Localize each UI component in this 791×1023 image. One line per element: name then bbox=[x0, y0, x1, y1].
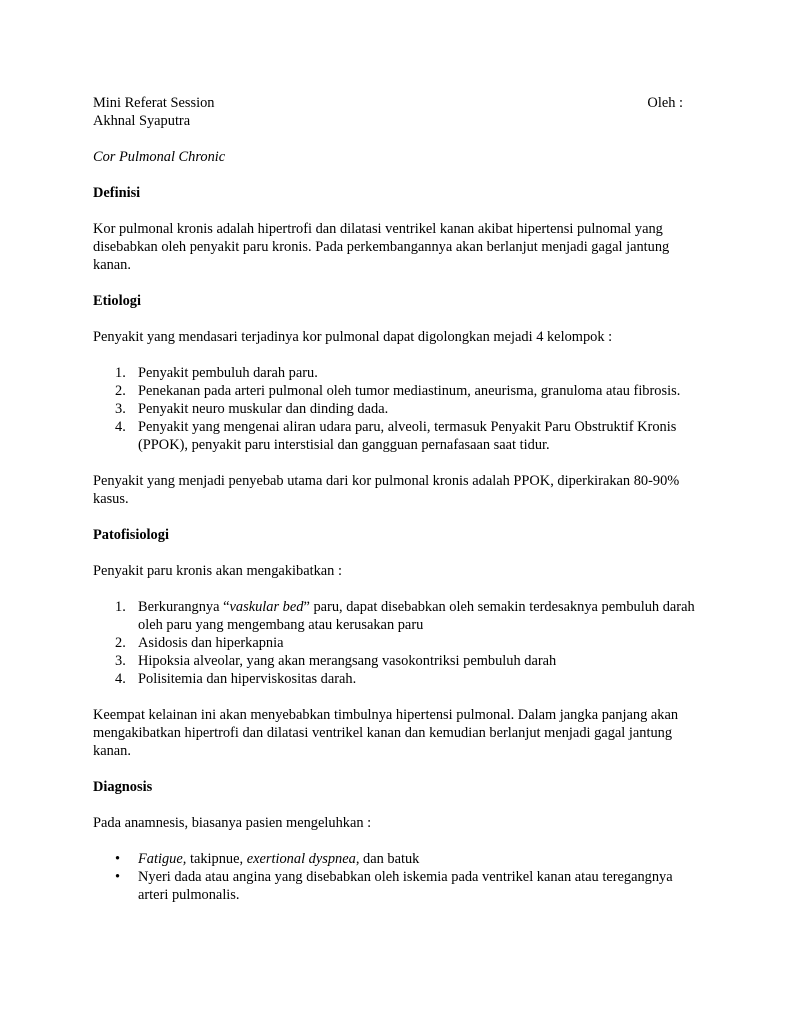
patofisiologi-list bbox=[93, 598, 698, 688]
bullet-icon: • bbox=[115, 869, 121, 885]
etiologi-list bbox=[93, 364, 698, 454]
list-item: 3. Penyakit neuro muskular dan dinding dada. bbox=[115, 401, 389, 417]
definisi-text: Kor pulmonal kronis adalah hipertrofi dan dilatasi ventrikel kanan akibat hipertensi pulnomal yang disebabkan oleh penyakit paru kronis. Pada perkembangannya akan berlanjut menjadi gagal jantung kanan. bbox=[93, 221, 670, 273]
list-item: • Nyeri dada atau angina yang disebabkan oleh iskemia pada ventrikel kanan atau teregangnya arteri pulmonalis. bbox=[115, 869, 673, 903]
document-title: Cor Pulmonal Chronic bbox=[93, 149, 226, 165]
bullet-icon: • bbox=[115, 851, 121, 867]
list-item: 4. Polisitemia dan hiperviskositas darah. bbox=[115, 671, 357, 687]
diagnosis-list bbox=[93, 850, 698, 904]
diagnosis-intro: Pada anamnesis, biasanya pasien mengeluhkan : bbox=[93, 815, 372, 831]
oleh-label: Oleh : bbox=[647, 95, 683, 111]
patofisiologi-intro: Penyakit paru kronis akan mengakibatkan : bbox=[93, 563, 342, 579]
header-row bbox=[93, 94, 698, 112]
session-label: Mini Referat Session bbox=[93, 95, 215, 111]
patofisiologi-outro: Keempat kelainan ini akan menyebabkan timbulnya hipertensi pulmonal. Dalam jangka panjang akan mengakibatkan hipertrofi dan dilatasi ventrikel kanan dan kemudian berlanjut menjadi gagal jantung kanan. bbox=[93, 707, 679, 759]
author-name: Akhnal Syaputra bbox=[93, 113, 191, 129]
heading-diagnosis: Diagnosis bbox=[93, 779, 153, 795]
list-item: 2. Penekanan pada arteri pulmonal oleh tumor mediastinum, aneurisma, granuloma atau fibrosis. bbox=[115, 383, 681, 399]
heading-etiologi: Etiologi bbox=[93, 293, 141, 309]
list-item: 1. Berkurangnya “vaskular bed” paru, dapat disebabkan oleh semakin terdesaknya pembuluh darah oleh paru yang mengembang atau kerusakan paru bbox=[115, 599, 695, 633]
list-item: 4. Penyakit yang mengenai aliran udara paru, alveoli, termasuk Penyakit Paru Obstruktif Kronis (PPOK), penyakit paru interstisial dan gangguan pernafasaan saat tidur. bbox=[115, 419, 677, 453]
etiologi-intro: Penyakit yang mendasari terjadinya kor pulmonal dapat digolongkan mejadi 4 kelompok : bbox=[93, 329, 613, 345]
list-item: 2. Asidosis dan hiperkapnia bbox=[115, 635, 284, 651]
list-item: 3. Hipoksia alveolar, yang akan merangsang vasokontriksi pembuluh darah bbox=[115, 653, 557, 669]
list-item: • Fatigue, takipnue, exertional dyspnea, dan batuk bbox=[115, 851, 420, 867]
etiologi-outro: Penyakit yang menjadi penyebab utama dari kor pulmonal kronis adalah PPOK, diperkirakan 80-90% kasus. bbox=[93, 473, 680, 507]
heading-definisi: Definisi bbox=[93, 185, 141, 201]
heading-patofisiologi: Patofisiologi bbox=[93, 527, 169, 543]
document-page bbox=[93, 94, 698, 904]
list-item: 1. Penyakit pembuluh darah paru. bbox=[115, 365, 318, 381]
italic-term: vaskular bed bbox=[229, 599, 304, 615]
